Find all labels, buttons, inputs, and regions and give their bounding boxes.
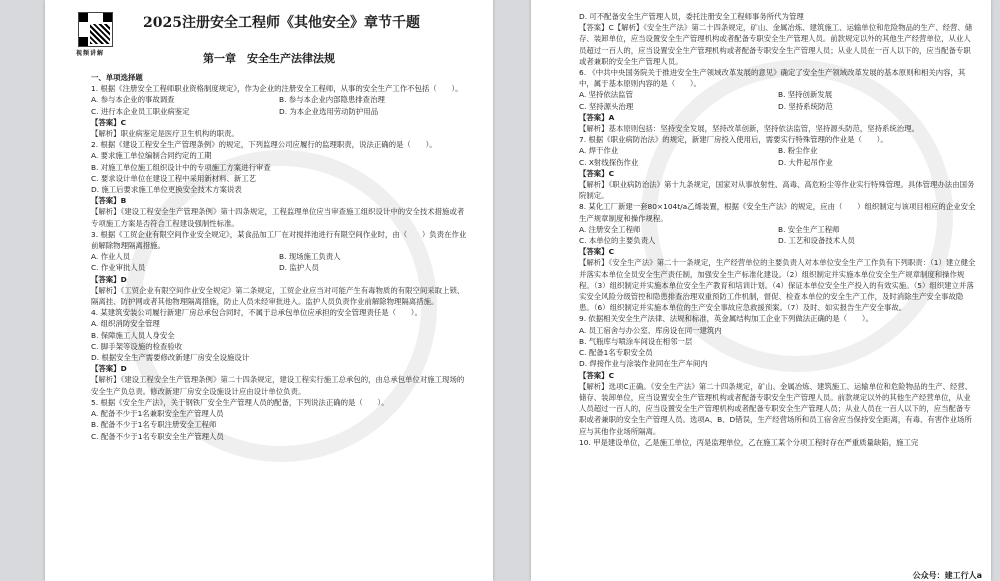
left-content (91, 72, 467, 442)
question-stem: 2. 根据《建设工程安全生产管理条例》的规定，下列监理公司应履行的监理职责，说法正确的是（ ）。 (91, 140, 437, 150)
chapter-title: 第一章 安全生产法律法规 (203, 52, 335, 65)
question-stem: 6. 《中共中央国务院关于推进安全生产领域改革发展的意见》确定了安全生产领域改革发展的基本原则和相关内容，其中，属于基本原则内容的是（ ）。 (579, 68, 966, 89)
footer-watermark: 公众号：建工行人a (912, 571, 982, 580)
answer: 【答案】A (579, 112, 615, 122)
option-a: A. 焊干作业 (579, 146, 619, 156)
option-c: C. 本单位的主要负责人 (579, 236, 656, 246)
answer: 【答案】D (91, 364, 127, 374)
explanation: 【解析】选项C正确。《安全生产法》第二十四条规定，矿山、金属冶炼、建筑施工、运输单位和危险物品的生产、经营、储存、装卸单位，应当设置安全生产管理机构或者配备专职安全生产管理人员。前款规定以外的其他生产经营单位，从业人员超过一百人的，应当设置安全生产管理机构或者配备专职安全生产管理人员；从业人员在一百人以下的，应当配备专职或者兼职的安全生产管理人员。选项A、B、D错误，生产经营场所和员工宿舍应当保持安全距离，有毒、有害作业场所应与其他作业场所隔离。 (579, 381, 973, 436)
option-b: B. 对施工单位施工组织设计中的专项施工方案进行审查 (91, 162, 271, 172)
option-a: A. 员工宿舍与办公室、库房设在同一建筑内 (579, 325, 722, 335)
explanation: 【解析】《工贸企业有限空间作业安全规定》第二条规定，工贸企业应当对可能产生有毒物质的有限空间采取上锁、隔离挂、防护网或者其他物理隔离措施，防止人员未经审批进入。监护人员负责作业前解除物理隔离措施。 (91, 285, 465, 307)
document-title: 2025注册安全工程师《其他安全》章节千题 (143, 15, 420, 31)
option-b: B. 安全生产工程师 (778, 224, 840, 234)
qr-label: 视频讲解 (76, 50, 105, 57)
option-b: B. 参与本企业内部隐患排查治理 (279, 95, 385, 105)
explanation: 【解析】基本原则包括：坚持安全发展，坚持改革创新，坚持依法监管，坚持源头防范，坚持系统治理。 (579, 124, 919, 134)
option-c: C. 配备不少于1名专职安全生产管理人员 (91, 431, 224, 441)
option-a: A. 坚持依法监管 (579, 90, 633, 100)
option-b: B. 保障施工人员人身安全 (91, 330, 175, 340)
right-page (531, 0, 991, 581)
option-c: C. 脚手架等设施的检查验收 (91, 341, 183, 351)
option-b: B. 现场施工负责人 (279, 252, 341, 262)
option-d: D. 施工后要求施工单位更换安全技术方案说表 (91, 185, 242, 195)
question-stem: 10. 甲是建设单位，乙是施工单位，丙是监理单位，乙在施工某个分项工程时存在严重质量缺陷，施工完 (579, 437, 919, 447)
option-d: D. 大件起吊作业 (778, 157, 833, 167)
question-options (91, 318, 467, 363)
question-options (579, 325, 977, 370)
question-9 (579, 313, 977, 436)
answer: 【答案】C (579, 370, 614, 380)
question-stem: 1. 根据《注册安全工程师职业资格制度规定》，作为企业的注册安全工程师，从事的安全生产工作不包括（ ）。 (91, 84, 463, 94)
section-heading: 一、单项选择题 (91, 73, 143, 82)
question-options (91, 150, 467, 195)
question-stem: 7. 根据《职业病防治法》的规定，新建厂房投入使用后，需要实行特殊管理的作业是（ ）。 (579, 135, 888, 145)
option-d: D. 监护人员 (279, 263, 319, 273)
question-stem: 4. 某建筑安装公司履行新建厂房总承包合同时，不属于总承包单位应承担的安全管理责任是（ ）。 (91, 308, 422, 318)
option-c: C. X射线探伤作业 (579, 157, 639, 167)
option-a: A. 参与本企业的事故调查 (91, 95, 175, 105)
question-2 (91, 139, 467, 229)
question-3 (91, 229, 467, 307)
answer: 【答案】B (91, 196, 127, 206)
explanation: 【解析】《职业病防治法》第十九条规定，国家对从事放射性、高毒、高危粉尘等作业实行特殊管理。具体管理办法由国务院制定。 (579, 180, 975, 201)
question-5 (91, 397, 467, 442)
question-options (91, 251, 467, 273)
qr-code-icon[interactable] (78, 12, 113, 47)
option-a: A. 注册安全工程师 (579, 224, 641, 234)
option-c: C. 要求设计单位在建设工程中采用新材料、新工艺 (91, 173, 257, 183)
question-options (91, 94, 467, 116)
answer: 【答案】C (579, 168, 614, 178)
question-options (579, 224, 977, 246)
question-stem: 9. 依据相关安全生产法律、法规和标准，英金属结构加工企业下列做法正确的是（ ）。 (579, 314, 873, 324)
question-stem: 3. 根据《工贸企业有限空间作业安全规定》，某食品加工厂在对搅拌池进行有限空间作业时，由（ ）负责在作业前解除物理隔离措施。 (91, 229, 467, 251)
option-a: A. 作业人员 (91, 252, 131, 262)
explanation: 【解析】职业病鉴定是医疗卫生机构的职责。 (91, 129, 239, 139)
right-content (579, 11, 977, 448)
question-stem: 5. 根据《安全生产法》，关于钢铁厂安全生产管理人员的配备，下列说法正确的是（ ）。 (91, 397, 389, 407)
option-c: C. 坚持源头治理 (579, 101, 634, 111)
question-options (91, 408, 467, 442)
option-d: D. 焊接作业与涂装作业同在生产车间内 (579, 359, 708, 369)
option-c: C. 作业审批人员 (91, 263, 146, 273)
option-d: D. 坚持系统防范 (778, 101, 833, 111)
question-options (579, 145, 977, 167)
option-b: B. 配备不少于1名专职注册安全工程师 (91, 420, 217, 430)
option-d: D. 工艺和设备技术人员 (778, 236, 855, 246)
option-d: D. 可不配备安全生产管理人员，委托注册安全工程师事务所代为管理 (579, 12, 804, 21)
option-b: B. 粉尘作业 (778, 146, 818, 156)
question-options (579, 89, 977, 111)
question-10 (579, 437, 977, 448)
explanation: 【解析】《建设工程安全生产管理条例》第十四条规定，工程监理单位应当审查施工组织设计中的安全技术措施或者专项施工方案是否符合工程建设强制性标准。 (91, 207, 465, 228)
option-a: A. 要求施工单位编制合同约定的工期 (91, 151, 212, 161)
answer: 【答案】C (579, 247, 614, 257)
question-7 (579, 134, 977, 201)
option-c: C. 进行本企业员工职业病鉴定 (91, 106, 190, 116)
question-1 (91, 83, 467, 139)
option-a: A. 组织消防安全管理 (91, 319, 160, 329)
answer-explanation: 【答案】C【解析】《安全生产法》第二十四条规定，矿山、金属冶炼、建筑施工、运输单位和危险物品的生产、经营、储存、装卸单位，应当设置安全生产管理机构或者配备专职安全生产管理人员。前款规定以外的其他生产经营单位，从业人员超过一百人的，应当设置安全生产管理机构或者配备专职安全生产管理人员；从业人员在一百人以下的，应当配备专职或者兼职的安全生产管理人员。 (579, 23, 973, 66)
option-b: B. 气瓶库与喷涂车间设在相邻一层 (579, 336, 693, 346)
option-d: D. 根据安全生产需要修改新建厂房安全设施设计 (91, 353, 250, 363)
option-c: C. 配备1名专职安全员 (579, 348, 653, 358)
explanation: 【解析】《建设工程安全生产管理条例》第二十四条规定，建设工程实行施工总承包的，由总承包单位对施工现场的安全生产负总责。修改新建厂房安全设施设计应由设计单位负责。 (91, 375, 465, 396)
question-8 (579, 201, 977, 313)
answer: 【答案】C (91, 117, 126, 127)
option-a: A. 配备不少于1名兼职安全生产管理人员 (91, 409, 224, 419)
question-4 (91, 307, 467, 397)
option-b: B. 坚持创新发展 (778, 90, 833, 100)
explanation: 【解析】《安全生产法》第二十一条规定，生产经营单位的主要负责人对本单位安全生产工作负有下列职责：（1）建立健全并落实本单位全员安全生产责任制，加强安全生产标准化建设。（2）组织制定并实施本单位安全生产规章制度和操作规程。（3）组织制定并实施本单位安全生产教育和培训计划。（4）保证本单位安全生产投入的有效实施。（5）组织建立并落实安全风险分级管控和隐患排查治理双重预防工作机制，督促、检查本单位的安全生产工作，及时消除生产安全事故隐患。（6）组织制定并实施本单位的生产安全事故应急救援预案。（7）及时、如实报告生产安全事故。 (579, 258, 976, 313)
answer: 【答案】D (91, 274, 127, 284)
option-d: D. 为本企业选用劳动防护用品 (279, 106, 379, 116)
left-page (45, 0, 493, 581)
question-5-continued (579, 11, 977, 67)
question-stem: 8. 某化工厂新建一套80×104t/a乙烯装置，根据《安全生产法》的规定，应由（ ）组织制定与该项目相应的企业安全生产规章制度和操作规程。 (579, 202, 976, 223)
question-6 (579, 67, 977, 134)
